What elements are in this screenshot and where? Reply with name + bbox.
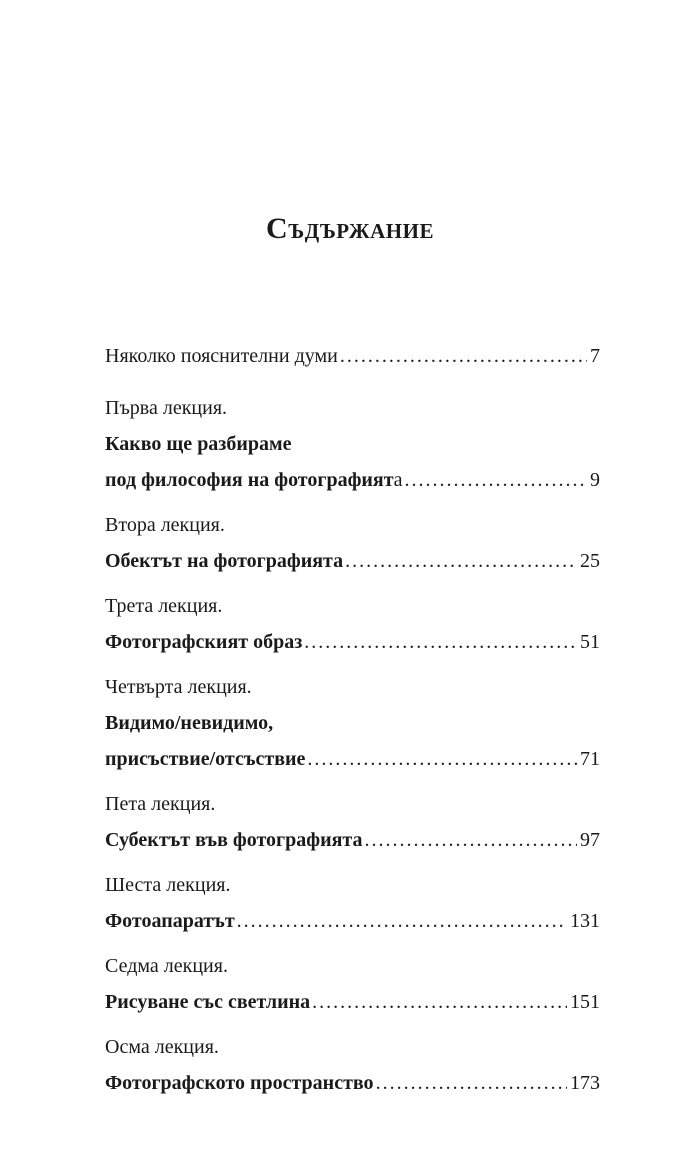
dot-leader [364, 822, 577, 858]
lecture-title: Фотоапаратът [105, 910, 235, 932]
table-of-contents [105, 338, 600, 1110]
lecture-number: Трета лекция. [105, 595, 223, 617]
toc-page-number: 71 [580, 748, 600, 770]
lecture-number: Втора лекция. [105, 514, 225, 536]
lecture-number: Шеста лекция. [105, 874, 231, 896]
lecture-title-line: присъствие/отсъствие [105, 748, 306, 770]
dot-leader [340, 338, 587, 374]
lecture-number: Пета лекция. [105, 793, 216, 815]
toc-page-number: 151 [570, 991, 600, 1013]
dot-leader [376, 1065, 567, 1101]
toc-page-number: 25 [580, 550, 600, 572]
lecture-title: Обектът на фотографията [105, 550, 344, 572]
toc-page-number: 97 [580, 829, 600, 851]
page-title: Съдържание [266, 212, 434, 245]
toc-entry-lecture-3[interactable] [105, 588, 600, 660]
toc-entry-lecture-4[interactable] [105, 669, 600, 777]
lecture-title: Рисуване със светлина [105, 991, 311, 1013]
lecture-title: Субектът във фотографията [105, 829, 363, 851]
lecture-number: Четвърта лекция. [105, 676, 252, 698]
dot-leader [307, 741, 577, 777]
toc-page-number: 7 [590, 345, 600, 367]
lecture-title-line: под философия на фотографият [105, 469, 394, 491]
toc-entry-lecture-5[interactable] [105, 786, 600, 858]
dot-leader [404, 462, 587, 498]
toc-entry-intro[interactable] [105, 338, 600, 374]
toc-page-number: 9 [590, 469, 600, 491]
toc-entry-lecture-7[interactable] [105, 948, 600, 1020]
toc-entry-lecture-6[interactable] [105, 867, 600, 939]
dot-leader [304, 624, 577, 660]
lecture-number: Осма лекция. [105, 1036, 219, 1058]
toc-entry-title: Няколко пояснителни думи [105, 345, 338, 367]
dot-leader [312, 984, 567, 1020]
toc-page-number: 131 [570, 910, 600, 932]
toc-entry-lecture-1[interactable] [105, 390, 600, 498]
toc-entry-lecture-2[interactable] [105, 507, 600, 579]
lecture-title: Фотографското пространство [105, 1072, 374, 1094]
dot-leader [237, 903, 567, 939]
lecture-number: Седма лекция. [105, 955, 228, 977]
lecture-title-line: Видимо/невидимо, [105, 712, 274, 734]
lecture-title-line: Какво ще разбираме [105, 433, 292, 455]
toc-page-number: 51 [580, 631, 600, 653]
lecture-title-tail: а [393, 469, 403, 491]
lecture-title: Фотографският образ [105, 631, 303, 653]
toc-entry-lecture-8[interactable] [105, 1029, 600, 1101]
lecture-number: Първа лекция. [105, 397, 228, 419]
dot-leader [345, 543, 577, 579]
toc-page-number: 173 [570, 1072, 600, 1094]
